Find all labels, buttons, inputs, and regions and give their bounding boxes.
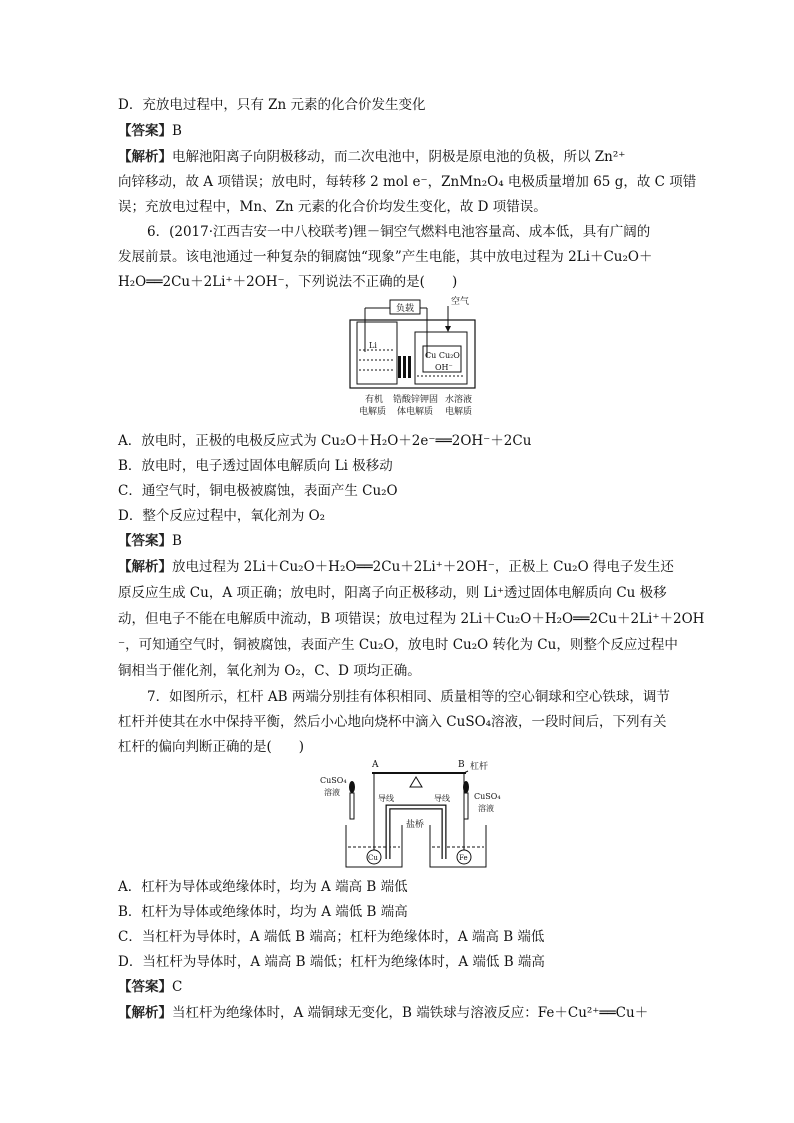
- q6-answer: [118, 531, 182, 551]
- analysis-text: 当杠杆为绝缘体时，A 端铜球无变化，B 端铁球与溶液反应：Fe＋Cu²⁺══Cu＋: [172, 1005, 649, 1021]
- q6-option-b: B．放电时，电子透过固体电解质向 Li 极移动: [118, 458, 393, 474]
- q7-stem-line: 杠杆并使其在水中保持平衡，然后小心地向烧杯中滴入 CuSO₄溶液，一段时间后，下列有关: [118, 714, 667, 730]
- answer-value: C: [172, 979, 183, 995]
- q7-option-c: C．当杠杆为导体时，A 端低 B 端高；杠杆为绝缘体时，A 端高 B 端低: [118, 929, 545, 945]
- left-cell: [357, 322, 397, 384]
- fulcrum: [410, 777, 422, 787]
- air-label: 空气: [451, 297, 470, 307]
- q6-analysis-line: 动，但电子不能在电解质中流动，B 项错误；放电过程为 2Li＋Cu₂O＋H₂O══2Cu＋2Li⁺＋2OH: [118, 611, 705, 627]
- q7-analysis-line: [118, 1003, 648, 1023]
- q7-stem-line: 7．如图所示，杠杆 AB 两端分别挂有体积相同、质量相等的空心铜球和空心铁球，调节: [147, 689, 670, 705]
- salt-bridge-label: 盐桥: [406, 820, 425, 830]
- q7-option-a: A．杠杆为导体或绝缘体时，均为 A 端高 B 端低: [118, 879, 408, 895]
- label-b: B: [458, 760, 465, 770]
- dropper-tube-left: [350, 793, 354, 819]
- solid-label-2: 体电解质: [397, 407, 434, 417]
- organic-label-2: 电解质: [359, 407, 387, 417]
- answer-label: 【答案】: [118, 979, 172, 995]
- answer-label: 【答案】: [118, 123, 172, 139]
- cu-cu2o-label: Cu Cu₂O: [425, 351, 460, 360]
- cuso4-right-2: 溶液: [478, 804, 494, 813]
- load-label: 负载: [395, 304, 415, 314]
- fe-label: Fe: [459, 854, 468, 862]
- cuso4-right-1: CuSO₄: [474, 792, 501, 801]
- label-a: A: [372, 760, 379, 770]
- li-label: Li: [369, 341, 377, 350]
- cuso4-left-2: 溶液: [324, 788, 340, 797]
- q6-analysis-line: 原反应生成 Cu，A 项正确；放电时，阳离子向正极移动，则 Li⁺透过固体电解质向 Cu 极移: [118, 585, 667, 601]
- analysis-label: 【解析】: [118, 559, 172, 575]
- salt-bridge-inner: [388, 807, 444, 859]
- analysis-text: 放电过程为 2Li＋Cu₂O＋H₂O══2Cu＋2Li⁺＋2OH⁻，正极上 Cu₂O 得电子发生还: [172, 559, 674, 575]
- q7-option-b: B．杠杆为导体或绝缘体时，均为 A 端低 B 端高: [118, 904, 408, 920]
- solid-electrolyte-plate: [398, 356, 401, 378]
- q6-stem-line: H₂O══2Cu＋2Li⁺＋2OH⁻，下列说法不正确的是( ): [118, 274, 458, 290]
- analysis-text: 电解池阳离子向阴极移动，而二次电池中，阴极是原电池的负极，所以 Zn²⁺: [172, 149, 626, 165]
- solid-label-1: 锆酸锌钾固: [393, 395, 439, 405]
- q6-option-d: D．整个反应过程中，氧化剂为 O₂: [118, 508, 326, 524]
- cuso4-left-1: CuSO₄: [320, 776, 347, 785]
- wire-right-label: 导线: [434, 794, 450, 803]
- q7-stem-line: 杠杆的偏向判断正确的是( ): [118, 739, 305, 755]
- answer-value: B: [172, 123, 182, 139]
- q6-analysis-line: [118, 557, 674, 577]
- solid-electrolyte-plate: [403, 356, 406, 378]
- q6-stem-line: 发展前景。该电池通过一种复杂的铜腐蚀“现象”产生电能，其中放电过程为 2Li＋Cu₂O＋: [118, 249, 653, 265]
- q5-option-d: D．充放电过程中，只有 Zn 元素的化合价发生变化: [118, 97, 426, 113]
- q5-answer: [118, 121, 182, 141]
- q6-analysis-line: 铜相当于催化剂，氧化剂为 O₂，C、D 项均正确。: [118, 663, 421, 679]
- aqueous-label-1: 水溶液: [445, 395, 473, 405]
- dropper-bulb-left: [349, 781, 355, 793]
- answer-value: B: [172, 533, 182, 549]
- salt-bridge: [388, 807, 444, 859]
- solid-electrolyte-plate: [408, 356, 411, 378]
- q5-analysis-line: 向锌移动，故 A 项错误；放电时，每转移 2 mol e⁻，ZnMn₂O₄ 电极质量增加 65 g，故 C 项错: [118, 174, 697, 190]
- q5-analysis-line: 误；充放电过程中，Mn、Zn 元素的化合价均发生变化，故 D 项错误。: [118, 199, 547, 215]
- air-arrow-head: [445, 326, 451, 332]
- wire-left-label: 导线: [378, 794, 394, 803]
- q7-answer: [118, 977, 182, 997]
- q6-option-c: C．通空气时，铜电极被腐蚀，表面产生 Cu₂O: [118, 483, 398, 499]
- dropper-tube-right: [464, 793, 468, 819]
- li-cu-air-battery-diagram: [345, 292, 485, 422]
- q6-analysis-line: ⁻，可知通空气时，铜被腐蚀，表面产生 Cu₂O，放电时 Cu₂O 转化为 Cu，则整个反应过程中: [118, 637, 678, 653]
- analysis-label: 【解析】: [118, 149, 172, 165]
- answer-label: 【答案】: [118, 533, 172, 549]
- q7-option-d: D．当杠杆为导体时，A 端高 B 端低；杠杆为绝缘体时，A 端低 B 端高: [118, 954, 545, 970]
- lever-label: 杠杆: [470, 762, 489, 772]
- q5-analysis-line: [118, 147, 625, 167]
- cu-label: Cu: [368, 854, 378, 862]
- oh-label: OH⁻: [435, 363, 453, 372]
- aqueous-label-2: 电解质: [445, 407, 473, 417]
- organic-label-1: 有机: [365, 395, 384, 405]
- analysis-label: 【解析】: [118, 1005, 172, 1021]
- dropper-bulb-right: [463, 781, 469, 793]
- q6-option-a: A．放电时，正极的电极反应式为 Cu₂O＋H₂O＋2e⁻══2OH⁻＋2Cu: [118, 433, 532, 449]
- q6-stem-line: 6．(2017·江西吉安一中八校联考)锂－铜空气燃料电池容量高、成本低，具有广阔的: [147, 224, 651, 240]
- lever-beaker-diagram: [318, 755, 508, 873]
